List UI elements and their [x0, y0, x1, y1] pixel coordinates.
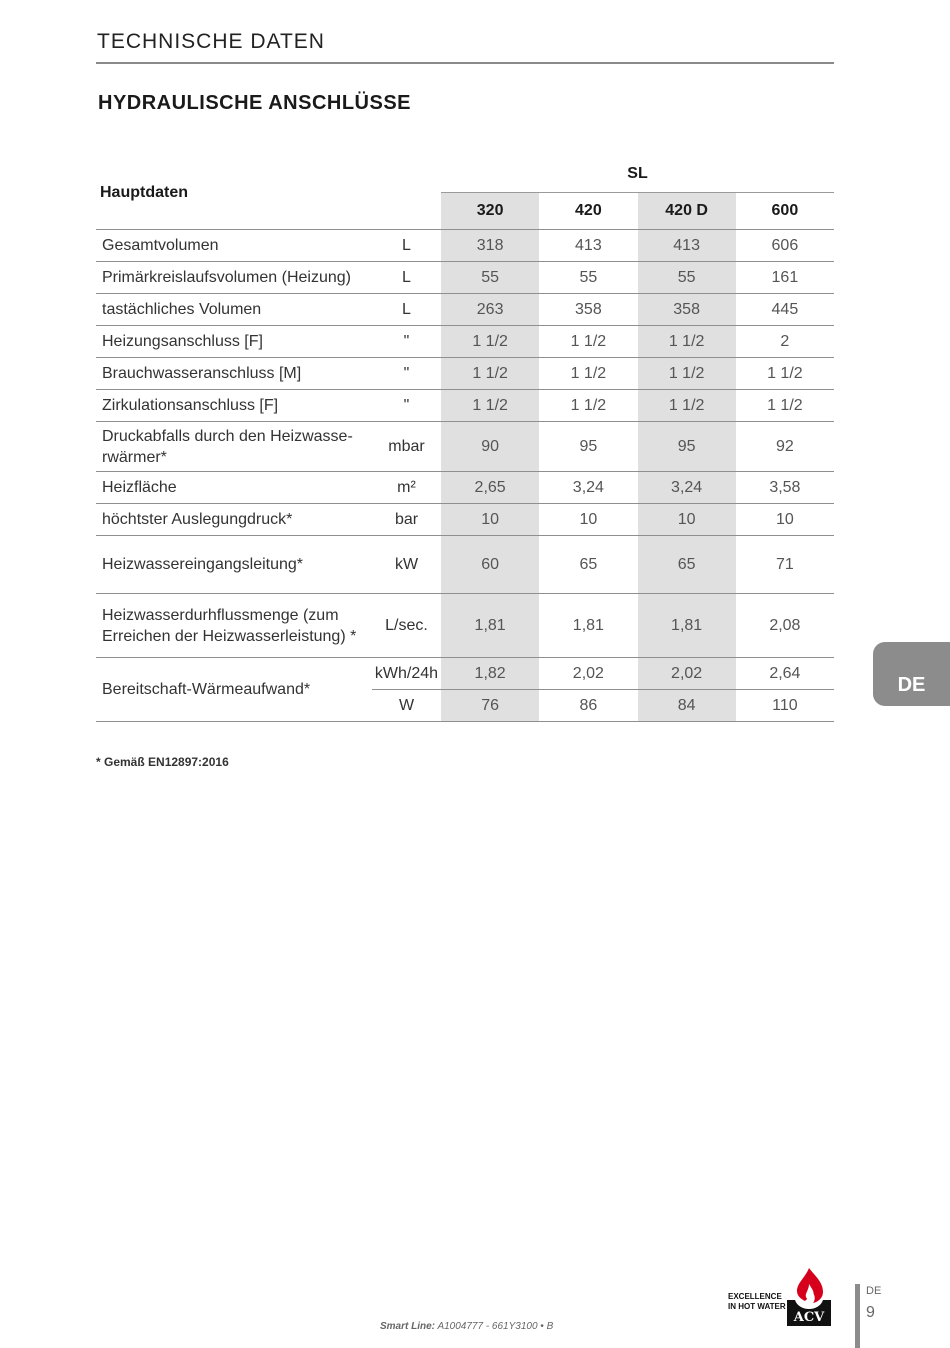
cell-value: 95 — [539, 422, 637, 472]
row-label: Heizwassereingangsleitung* — [96, 536, 372, 594]
acv-logo-icon — [785, 1266, 833, 1328]
row-unit: " — [372, 358, 441, 390]
row-unit: kW — [372, 536, 441, 594]
cell-value: 1 1/2 — [539, 358, 637, 390]
cell-value: 76 — [441, 690, 539, 722]
cell-value: 1,81 — [539, 594, 637, 658]
row-label: Brauchwasseranschluss [M] — [96, 358, 372, 390]
cell-value: 1 1/2 — [736, 390, 834, 422]
row-unit: " — [372, 326, 441, 358]
row-label: Heizfläche — [96, 472, 372, 504]
row-unit: m² — [372, 472, 441, 504]
section-divider — [96, 62, 834, 64]
cell-value: 10 — [736, 504, 834, 536]
product-name: Smart Line: — [380, 1321, 436, 1332]
row-label: Primärkreislaufsvolumen (Heizung) — [96, 262, 372, 294]
row-label: Heizwasserdurhflussmenge (zum Erreichen der Heizwasserleistung) * — [96, 594, 372, 658]
cell-value: 2,08 — [736, 594, 834, 658]
cell-value: 1 1/2 — [441, 390, 539, 422]
cell-value: 358 — [638, 294, 736, 326]
cell-value: 1,81 — [638, 594, 736, 658]
table-row — [96, 294, 834, 326]
cell-value: 2,65 — [441, 472, 539, 504]
row-label: Heizungsanschluss [F] — [96, 326, 372, 358]
table-row — [96, 390, 834, 422]
model-header: 600 — [771, 202, 799, 219]
cell-value: 95 — [638, 422, 736, 472]
cell-value: 606 — [736, 230, 834, 262]
cell-value: 10 — [638, 504, 736, 536]
cell-value: 1 1/2 — [638, 358, 736, 390]
cell-value: 1 1/2 — [441, 326, 539, 358]
cell-value: 65 — [539, 536, 637, 594]
brand-slogan — [728, 1292, 786, 1312]
table-row — [96, 658, 834, 690]
cell-value: 263 — [441, 294, 539, 326]
row-label: Bereitschaft-Wärmeaufwand* — [96, 658, 372, 722]
cell-value: 1 1/2 — [638, 326, 736, 358]
row-unit: kWh/24h — [372, 658, 441, 690]
table-row — [96, 422, 834, 472]
cell-value: 1 1/2 — [736, 358, 834, 390]
page-language: DE — [866, 1285, 882, 1297]
model-header: 420 D — [638, 193, 736, 230]
row-unit: W — [372, 690, 441, 722]
cell-value: 413 — [539, 230, 637, 262]
cell-value: 3,58 — [736, 472, 834, 504]
page-heading: HYDRAULISCHE ANSCHLÜSSE — [98, 92, 412, 114]
cell-value: 318 — [441, 230, 539, 262]
language-tab: DE — [873, 642, 950, 706]
section-title: TECHNISCHE DATEN — [97, 30, 325, 53]
cell-value: 71 — [736, 536, 834, 594]
table-row — [96, 504, 834, 536]
cell-value: 2,02 — [539, 658, 637, 690]
page-number: 9 — [866, 1304, 875, 1321]
cell-value: 1,81 — [441, 594, 539, 658]
cell-value: 1,82 — [441, 658, 539, 690]
cell-value: 1 1/2 — [638, 390, 736, 422]
cell-value: 86 — [539, 690, 637, 722]
cell-value: 1 1/2 — [441, 358, 539, 390]
row-label: Gesamtvolumen — [96, 230, 372, 262]
table-row — [96, 230, 834, 262]
cell-value: 2 — [736, 326, 834, 358]
row-label: Druckabfalls durch den Heizwasse-rwärmer* — [96, 422, 372, 472]
cell-value: 10 — [441, 504, 539, 536]
cell-value: 55 — [441, 262, 539, 294]
doc-ref: A1004777 - 661Y3100 • B — [437, 1321, 554, 1332]
cell-value: 413 — [638, 230, 736, 262]
table-row — [96, 326, 834, 358]
cell-value: 1 1/2 — [539, 390, 637, 422]
cell-value: 84 — [638, 690, 736, 722]
cell-value: 55 — [539, 262, 637, 294]
document-reference — [380, 1321, 553, 1332]
row-unit: L/sec. — [372, 594, 441, 658]
row-label: höchtster Auslegungdruck* — [96, 504, 372, 536]
slogan-line: EXCELLENCE — [728, 1292, 782, 1301]
table-row — [96, 358, 834, 390]
slogan-line: IN HOT WATER — [728, 1302, 786, 1311]
cell-value: 2,64 — [736, 658, 834, 690]
row-unit: bar — [372, 504, 441, 536]
series-label: SL — [441, 156, 834, 193]
row-label: Zirkulationsanschluss [F] — [96, 390, 372, 422]
row-unit: L — [372, 262, 441, 294]
cell-value: 445 — [736, 294, 834, 326]
cell-value: 3,24 — [539, 472, 637, 504]
row-unit: mbar — [372, 422, 441, 472]
cell-value: 1 1/2 — [539, 326, 637, 358]
cell-value: 3,24 — [638, 472, 736, 504]
group-label: Hauptdaten — [100, 183, 188, 201]
cell-value: 65 — [638, 536, 736, 594]
row-unit: L — [372, 294, 441, 326]
cell-value: 90 — [441, 422, 539, 472]
cell-value: 110 — [736, 690, 834, 722]
cell-value: 161 — [736, 262, 834, 294]
cell-value: 92 — [736, 422, 834, 472]
table-row — [96, 472, 834, 504]
spec-table — [96, 156, 834, 722]
cell-value: 2,02 — [638, 658, 736, 690]
cell-value: 10 — [539, 504, 637, 536]
page-marker-bar — [855, 1284, 860, 1348]
table-row — [96, 262, 834, 294]
logo-text: ACV — [793, 1310, 825, 1325]
cell-value: 60 — [441, 536, 539, 594]
row-unit: " — [372, 390, 441, 422]
table-row — [96, 594, 834, 658]
cell-value: 55 — [638, 262, 736, 294]
model-header: 420 — [575, 202, 602, 219]
row-unit: L — [372, 230, 441, 262]
footnote: * Gemäß EN12897:2016 — [96, 755, 229, 769]
model-header: 320 — [441, 193, 539, 230]
cell-value: 358 — [539, 294, 637, 326]
row-label: tastächliches Volumen — [96, 294, 372, 326]
table-row — [96, 536, 834, 594]
